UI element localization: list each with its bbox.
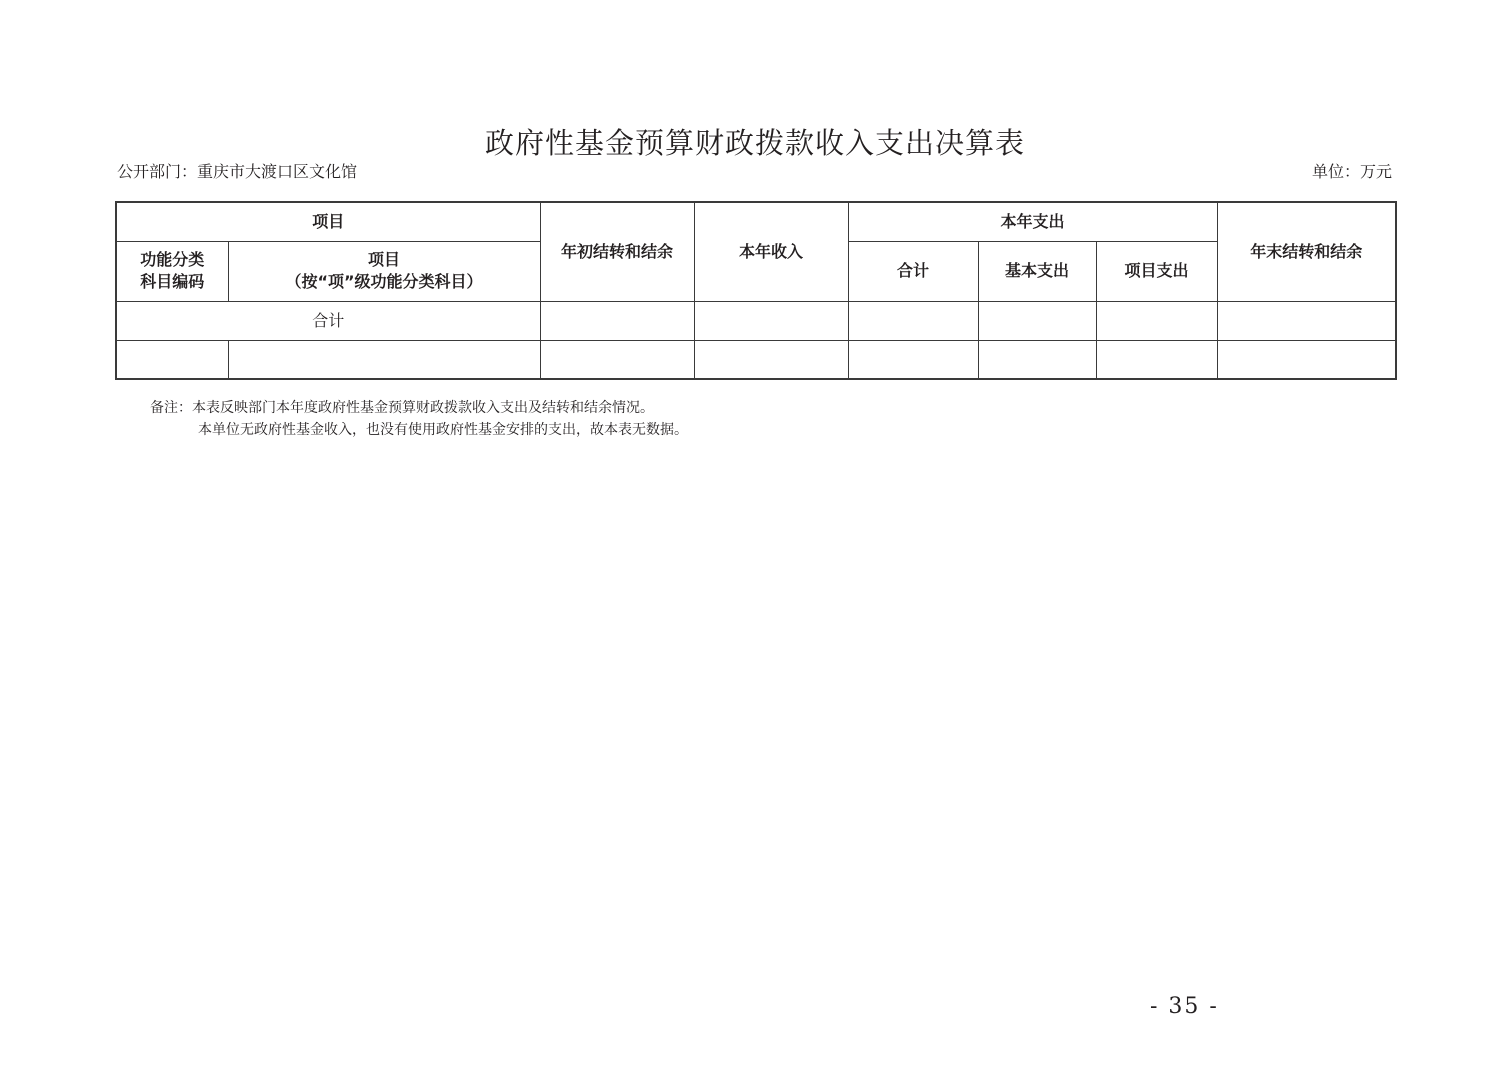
header-name-line2: （按“项”级功能分类科目） xyxy=(285,272,483,291)
unit-label: 单位：万元 xyxy=(1311,162,1392,181)
header-code-line2: 科目编码 xyxy=(140,272,205,291)
total-exp-project xyxy=(1096,301,1217,340)
page-number: - 35 - xyxy=(1150,994,1219,1019)
header-exp-total: 合计 xyxy=(848,241,978,301)
notes-line1: 备注：本表反映部门本年度政府性基金预算财政拨款收入支出及结转和结余情况。 xyxy=(150,400,654,416)
department-label: 公开部门：重庆市大渡口区文化馆 xyxy=(117,162,358,181)
header-exp-project: 项目支出 xyxy=(1096,241,1217,301)
row-code xyxy=(116,340,228,379)
header-item-name xyxy=(228,241,540,301)
header-closing-balance: 年末结转和结余 xyxy=(1217,202,1396,301)
total-row xyxy=(116,301,1396,340)
row-exp-project xyxy=(1096,340,1217,379)
total-label: 合计 xyxy=(116,301,540,340)
notes-line2: 本单位无政府性基金收入，也没有使用政府性基金安排的支出，故本表无数据。 xyxy=(198,422,688,438)
row-name xyxy=(228,340,540,379)
header-expenditure-group: 本年支出 xyxy=(848,202,1217,241)
header-item-group: 项目 xyxy=(116,202,540,241)
header-code-line1: 功能分类 xyxy=(140,250,205,269)
row-current-income xyxy=(694,340,848,379)
page-title: 政府性基金预算财政拨款收入支出决算表 xyxy=(484,126,1025,160)
row-opening-balance xyxy=(540,340,694,379)
row-closing-balance xyxy=(1217,340,1396,379)
table-row xyxy=(116,340,1396,379)
header-function-code xyxy=(116,241,228,301)
total-opening-balance xyxy=(540,301,694,340)
total-exp-basic xyxy=(978,301,1096,340)
total-current-income xyxy=(694,301,848,340)
total-exp-total xyxy=(848,301,978,340)
budget-table xyxy=(115,201,1397,380)
header-current-income: 本年收入 xyxy=(694,202,848,301)
notes xyxy=(150,397,688,441)
header-row-1 xyxy=(116,202,1396,241)
row-exp-basic xyxy=(978,340,1096,379)
row-exp-total xyxy=(848,340,978,379)
total-closing-balance xyxy=(1217,301,1396,340)
header-name-line1: 项目 xyxy=(368,250,401,269)
header-exp-basic: 基本支出 xyxy=(978,241,1096,301)
header-opening-balance: 年初结转和结余 xyxy=(540,202,694,301)
